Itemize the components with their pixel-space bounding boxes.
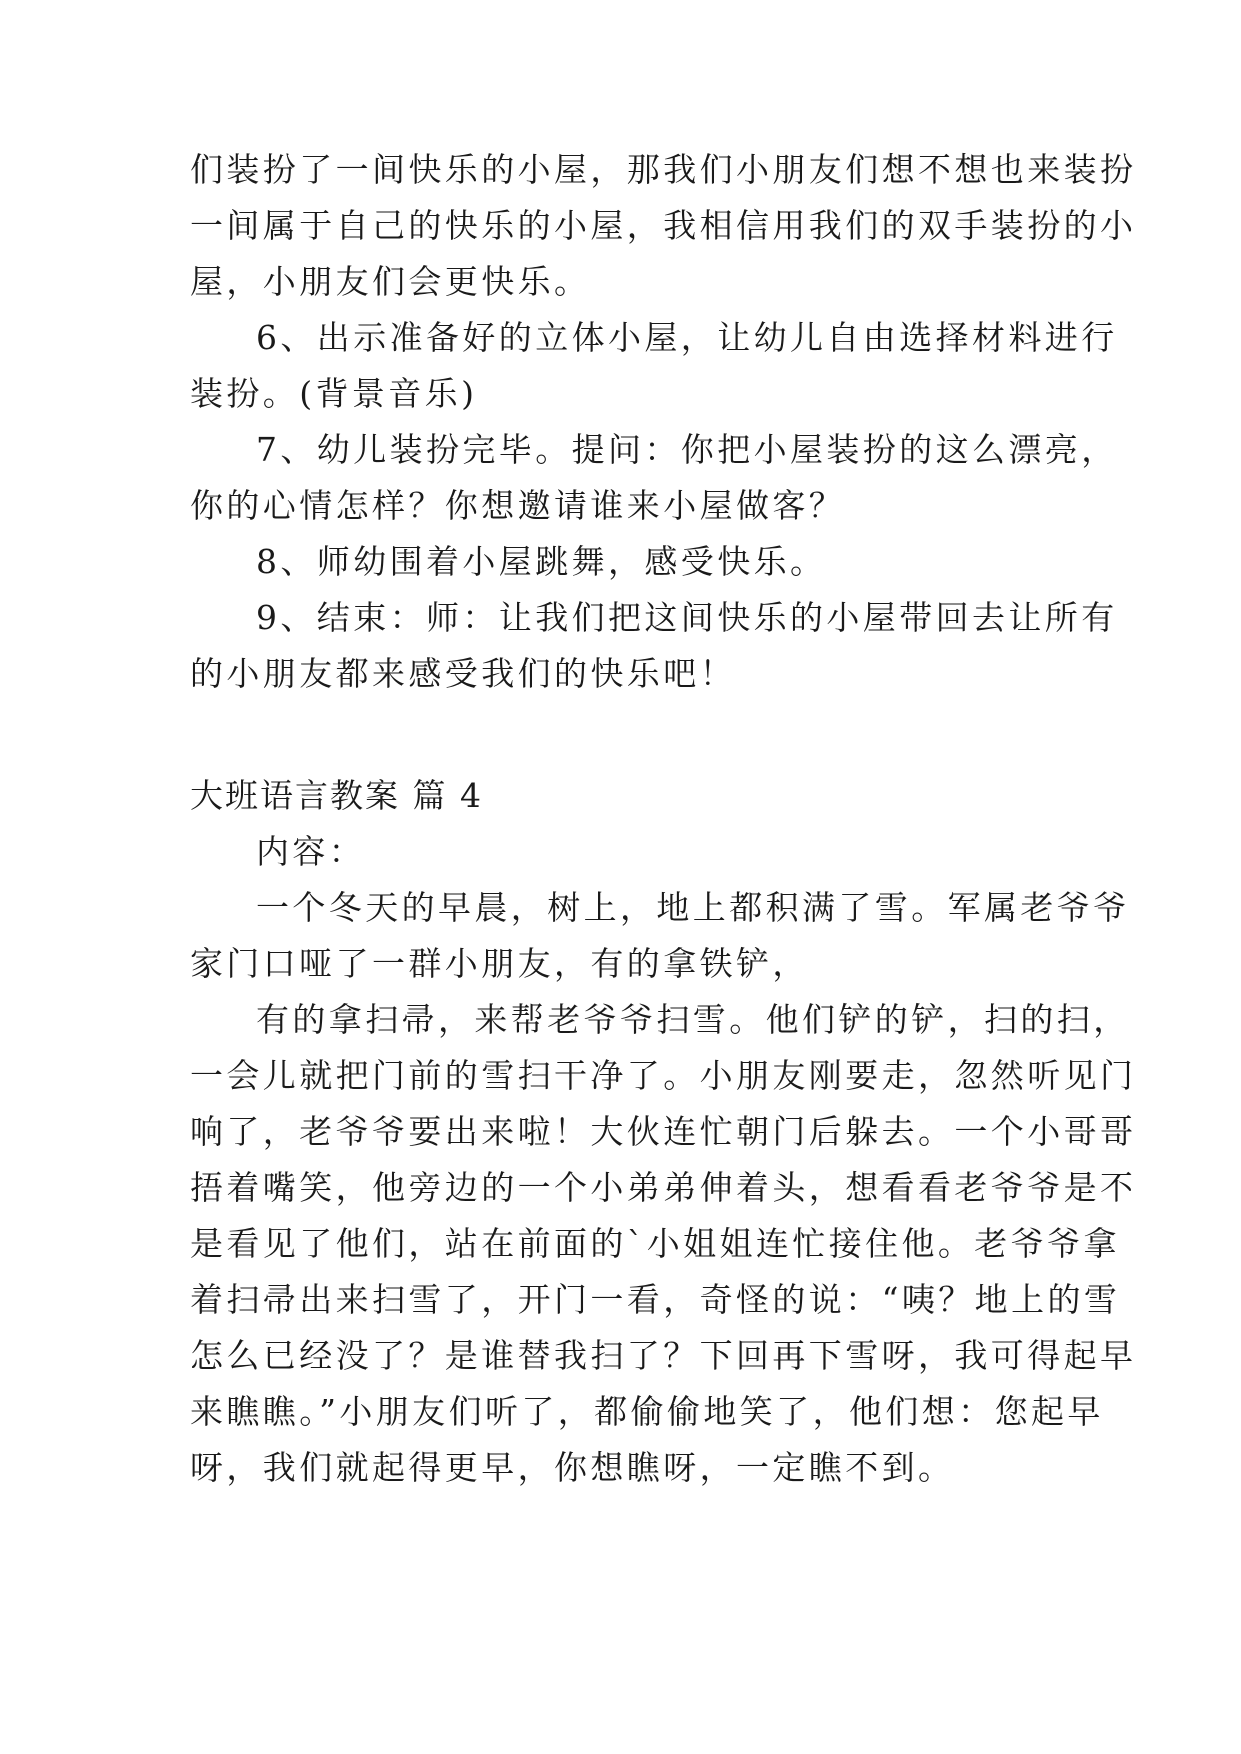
paragraph-line: 你的心情怎样？你想邀请谁来小屋做客？ (190, 486, 846, 525)
paragraph-line: 着扫帚出来扫雪了，开门一看，奇怪的说：“咦？地上的雪 (190, 1280, 1121, 1319)
paragraph-line: 捂着嘴笑，他旁边的一个小弟弟伸着头，想看看老爷爷是不 (190, 1168, 1137, 1207)
paragraph-line: 一会儿就把门前的雪扫干净了。小朋友刚要走，忽然听见门 (190, 1056, 1137, 1095)
paragraph-line: 呀，我们就起得更早，你想瞧呀，一定瞧不到。 (190, 1448, 955, 1487)
paragraph-line: 是看见了他们，站在前面的`小姐姐连忙接住他。老爷爷拿 (190, 1224, 1120, 1263)
paragraph-line: 装扮。(背景音乐) (190, 374, 478, 413)
paragraph-line: 们装扮了一间快乐的小屋，那我们小朋友们想不想也来装扮 (190, 150, 1137, 189)
paragraph-line: 8、师幼围着小屋跳舞，感受快乐。 (256, 542, 827, 581)
paragraph-line: 一个冬天的早晨，树上，地上都积满了雪。军属老爷爷 (256, 888, 1130, 927)
section-heading: 大班语言教案 篇 4 (190, 776, 483, 815)
paragraph-line: 9、结束：师：让我们把这间快乐的小屋带回去让所有 (256, 598, 1118, 637)
paragraph-line: 怎么已经没了？是谁替我扫了？下回再下雪呀，我可得起早 (190, 1336, 1137, 1375)
paragraph-line: 屋，小朋友们会更快乐。 (190, 262, 591, 301)
paragraph-line: 一间属于自己的快乐的小屋，我相信用我们的双手装扮的小 (190, 206, 1137, 245)
paragraph-line: 响了，老爷爷要出来啦！大伙连忙朝门后躲去。一个小哥哥 (190, 1112, 1137, 1151)
paragraph-line: 6、出示准备好的立体小屋，让幼儿自由选择材料进行 (256, 318, 1118, 357)
paragraph-line: 家门口哑了一群小朋友，有的拿铁铲， (190, 944, 809, 983)
paragraph-line: 来瞧瞧。”小朋友们听了，都偷偷地笑了，他们想：您起早 (190, 1392, 1104, 1431)
paragraph-line: 的小朋友都来感受我们的快乐吧！ (190, 654, 736, 693)
paragraph-line: 内容： (256, 832, 366, 871)
paragraph-line: 有的拿扫帚，来帮老爷爷扫雪。他们铲的铲，扫的扫， (256, 1000, 1130, 1039)
paragraph-line: 7、幼儿装扮完毕。提问：你把小屋装扮的这么漂亮， (256, 430, 1118, 469)
